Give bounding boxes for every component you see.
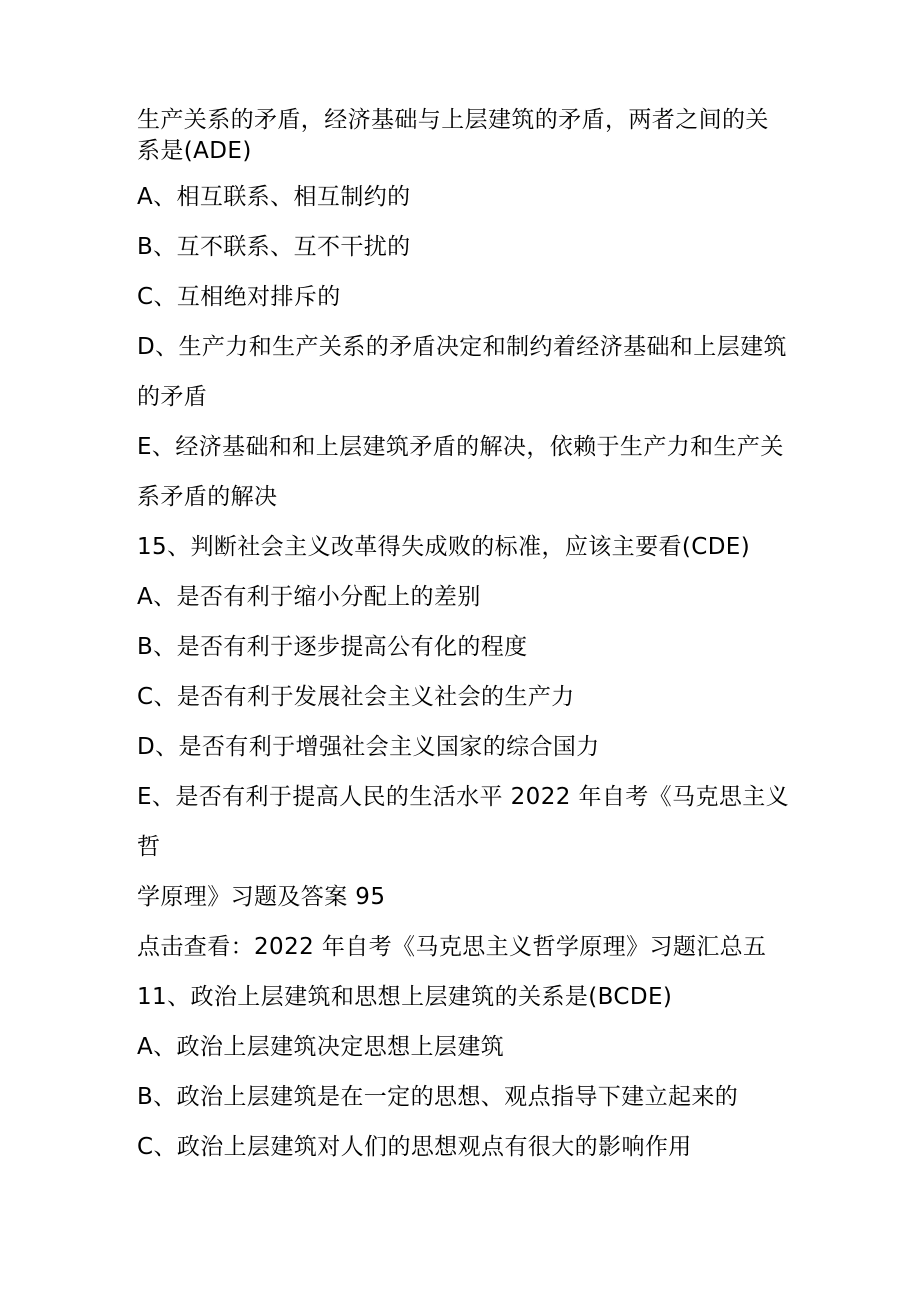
text-line: C、政治上层建筑对人们的思想观点有很大的影响作用 [137, 1134, 692, 1160]
text-line: D、是否有利于增强社会主义国家的综合国力 [137, 734, 600, 760]
text-line: C、互相绝对排斥的 [137, 284, 341, 310]
text-line: 生产关系的矛盾，经济基础与上层建筑的矛盾，两者之间的关 [137, 107, 769, 133]
text-line: A、是否有利于缩小分配上的差别 [137, 584, 481, 610]
text-line: B、是否有利于逐步提高公有化的程度 [137, 634, 528, 660]
text-line: A、政治上层建筑决定思想上层建筑 [137, 1034, 505, 1060]
link-text-line: 点击查看：2022 年自考《马克思主义哲学原理》习题汇总五 [137, 934, 767, 960]
text-line: 系矛盾的解决 [137, 484, 278, 510]
text-line: B、政治上层建筑是在一定的思想、观点指导下建立起来的 [137, 1084, 739, 1110]
text-line: 的矛盾 [137, 384, 208, 410]
text-line: 学原理》习题及答案 95 [137, 884, 386, 910]
text-line: A、相互联系、相互制约的 [137, 184, 411, 210]
text-line: 哲 [137, 834, 161, 860]
question-heading: 11、政治上层建筑和思想上层建筑的关系是(BCDE) [137, 984, 673, 1010]
text-line: B、互不联系、互不干扰的 [137, 234, 411, 260]
text-line: E、是否有利于提高人民的生活水平 2022 年自考《马克思主义 [137, 784, 790, 810]
question-heading: 15、判断社会主义改革得失成败的标准，应该主要看(CDE) [137, 534, 751, 560]
text-line: C、是否有利于发展社会主义社会的生产力 [137, 684, 575, 710]
text-line: E、经济基础和和上层建筑矛盾的解决，依赖于生产力和生产关 [137, 434, 784, 460]
text-line: 系是(ADE) [137, 138, 252, 164]
text-line: D、生产力和生产关系的矛盾决定和制约着经济基础和上层建筑 [137, 334, 787, 360]
